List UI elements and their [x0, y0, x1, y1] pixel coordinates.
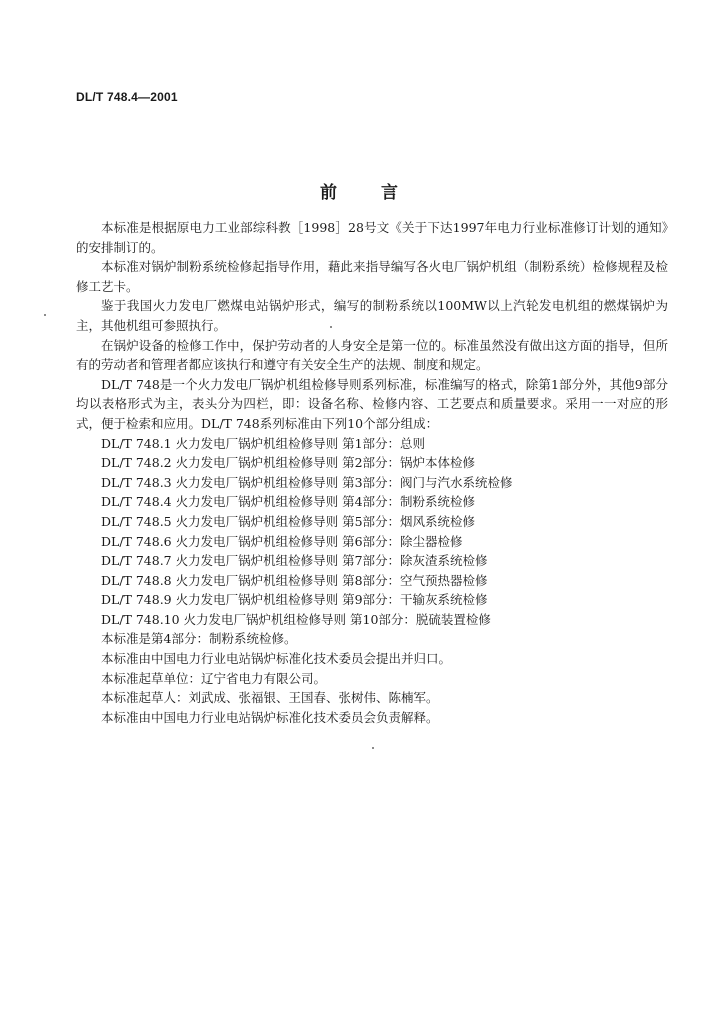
scan-speck: [44, 314, 46, 316]
list-item: DL/T 748.4 火力发电厂锅炉机组检修导则 第4部分：制粉系统检修: [101, 494, 476, 510]
list-item: DL/T 748.7 火力发电厂锅炉机组检修导则 第7部分：除灰渣系统检修: [101, 553, 488, 569]
paragraph-4: 在锅炉设备的检修工作中，保护劳动者的人身安全是第一位的。标准虽然没有做出这方面的指导，但所有的劳动者和管理者都应该执行和遵守有关安全生产的法规、制度和规定。: [76, 337, 668, 373]
foreword-body: [76, 218, 668, 727]
scan-speck: [372, 747, 374, 749]
list-item: DL/T 748.9 火力发电厂锅炉机组检修导则 第9部分：干输灰系统检修: [101, 592, 488, 608]
list-item: DL/T 748.10 火力发电厂锅炉机组检修导则 第10部分：脱硫装置检修: [101, 611, 491, 627]
list-item: DL/T 748.8 火力发电厂锅炉机组检修导则 第8部分：空气预热器检修: [101, 572, 488, 588]
paragraph-1: 本标准是根据原电力工业部综科教［1998］28号文《关于下达1997年电力行业标准修订计划的通知》的安排制订的。: [76, 220, 668, 255]
list-item: DL/T 748.2 火力发电厂锅炉机组检修导则 第2部分：锅炉本体检修: [101, 455, 476, 471]
parts-list: [76, 434, 668, 630]
title-char-2: 言: [381, 183, 398, 203]
paragraph-5: DL/T 748是一个火力发电厂锅炉机组检修导则系列标准，标准编写的格式，除第1部分外，其他9部分均以表格形式为主，表头分为四栏，即：设备名称、检修内容、工艺要点和质量要求。采用一一对应的形式，便于检索和应用。DL/T 748系列标准由下列10个部分组成：: [76, 376, 668, 431]
list-item: DL/T 748.1 火力发电厂锅炉机组检修导则 第1部分：总则: [101, 435, 426, 451]
list-item: DL/T 748.6 火力发电厂锅炉机组检修导则 第6部分：除尘器检修: [101, 533, 463, 549]
closing-line-proposer: 本标准由中国电力行业电站锅炉标准化技术委员会提出并归口。: [101, 651, 452, 667]
closing-line-drafters: 本标准起草人：刘武成、张福银、王国春、张树伟、陈楠军。: [101, 690, 439, 706]
paragraph-2: 本标准对锅炉制粉系统检修起指导作用，藉此来指导编写各火电厂锅炉机组（制粉系统）检修规程及检修工艺卡。: [76, 259, 668, 294]
standard-code: DL/T 748.4—2001: [76, 90, 178, 104]
paragraph-3: 鉴于我国火力发电厂燃煤电站锅炉形式，编写的制粉系统以100MW以上汽轮发电机组的燃煤锅炉为主，其他机组可参照执行。: [76, 298, 668, 333]
list-item: DL/T 748.3 火力发电厂锅炉机组检修导则 第3部分：阀门与汽水系统检修: [101, 474, 513, 490]
title-char-1: 前: [320, 183, 337, 203]
page-title: [0, 178, 718, 203]
closing-line-drafting-unit: 本标准起草单位：辽宁省电力有限公司。: [101, 670, 327, 686]
closing-line-part: 本标准是第4部分：制粉系统检修。: [101, 631, 297, 647]
scan-speck: [330, 326, 332, 328]
list-item: DL/T 748.5 火力发电厂锅炉机组检修导则 第5部分：烟风系统检修: [101, 513, 476, 529]
closing-line-interpretation: 本标准由中国电力行业电站锅炉标准化技术委员会负责解释。: [101, 709, 439, 725]
